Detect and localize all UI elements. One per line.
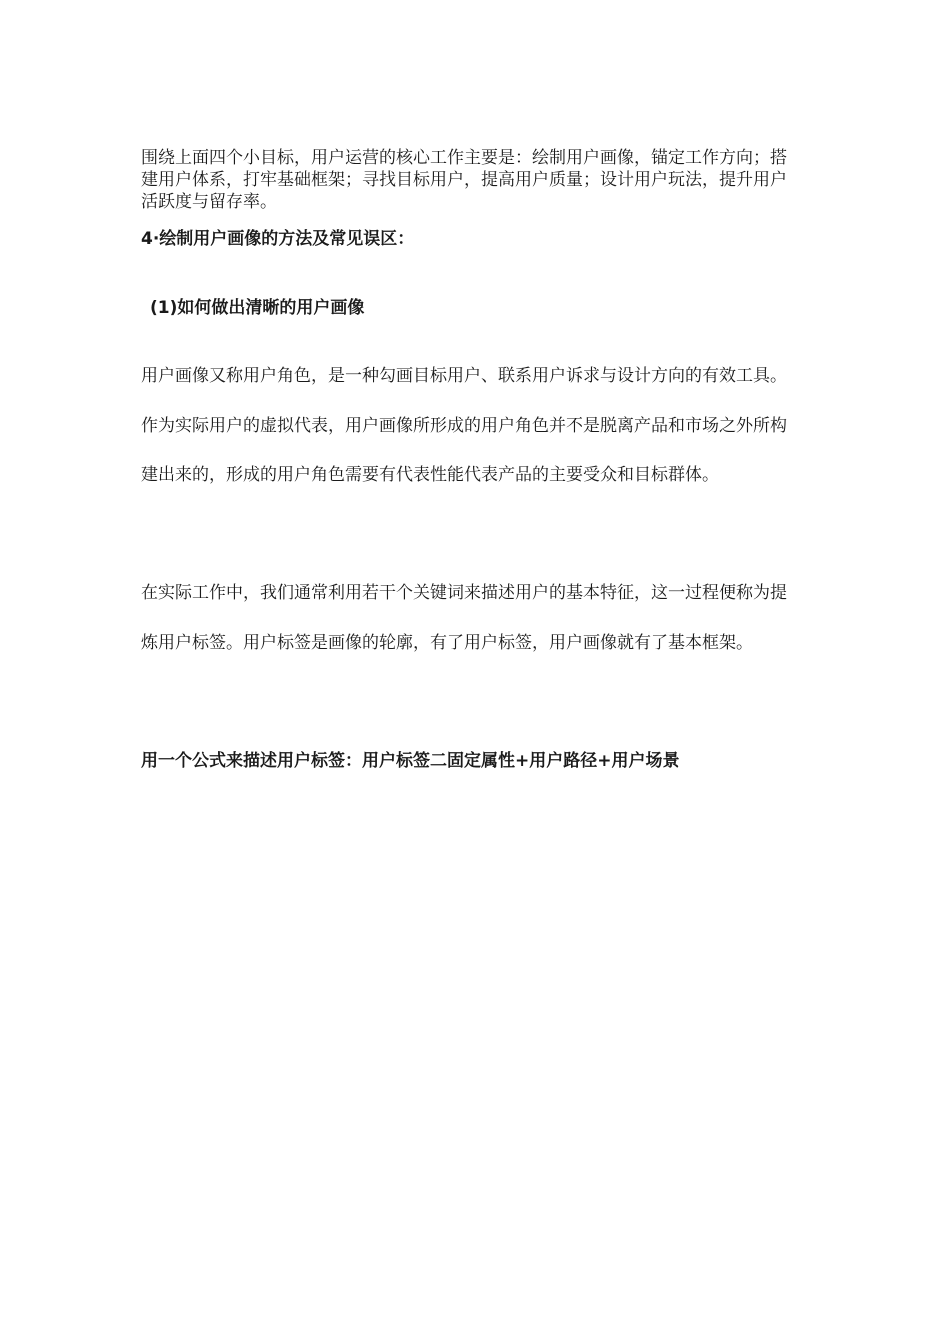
user-tags-paragraph: 在实际工作中，我们通常利用若干个关键词来描述用户的基本特征，这一过程便称为提炼用户标签。用户标签是画像的轮廓，有了用户标签，用户画像就有了基本框架。	[141, 583, 787, 653]
intro-paragraph: 围绕上面四个小目标，用户运营的核心工作主要是：绘制用户画像，锚定工作方向；搭建用户体系，打牢基础框架；寻找目标用户，提高用户质量；设计用户玩法，提升用户活跃度与留存率。	[141, 148, 787, 212]
persona-paragraph: 用户画像又称用户角色，是一种勾画目标用户、联系用户诉求与设计方向的有效工具。作为实际用户的虚拟代表，用户画像所形成的用户角色并不是脱离产品和市场之外所构建出来的，形成的用户角色需要有代表性能代表产品的主要受众和目标群体。	[141, 366, 787, 485]
section-heading: 4·绘制用户画像的方法及常见误区：	[141, 229, 415, 249]
formula-line: 用一个公式来描述用户标签：用户标签二固定属性+用户路径+用户场景	[141, 751, 680, 771]
subsection-heading: (1)如何做出清晰的用户画像	[150, 298, 365, 318]
